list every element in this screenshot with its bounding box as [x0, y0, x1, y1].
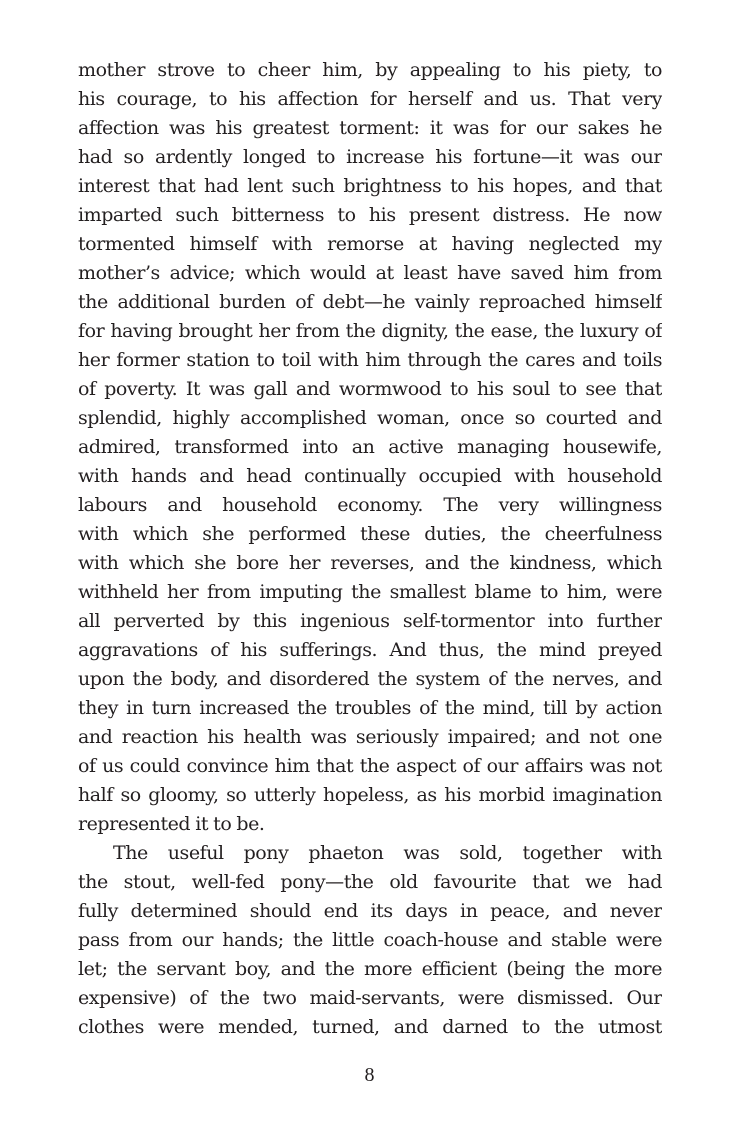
- text-line: aggravations of his sufferings. And thus, the mind preyed: [78, 639, 662, 661]
- text-line: mother’s advice; which would at least have saved him from: [78, 262, 662, 284]
- text-line: fully determined should end its days in peace, and never: [78, 900, 662, 922]
- text-line: let; the servant boy, and the more efficient (being the more: [78, 958, 662, 980]
- text-line: of poverty. It was gall and wormwood to his soul to see that: [78, 378, 662, 400]
- text-line: with hands and head continually occupied with household: [78, 465, 662, 487]
- text-line: for having brought her from the dignity, the ease, the luxury of: [78, 320, 662, 342]
- paragraph-2: [78, 839, 662, 1042]
- text-line: imparted such bitterness to his present distress. He now: [78, 204, 662, 226]
- page-number: 8: [364, 1064, 375, 1086]
- text-line: splendid, highly accomplished woman, once so courted and: [78, 407, 662, 429]
- text-line: half so gloomy, so utterly hopeless, as his morbid imagination: [78, 784, 662, 806]
- text-line: of us could convince him that the aspect of our affairs was not: [78, 755, 662, 777]
- text-line: with which she bore her reverses, and the kindness, which: [78, 552, 662, 574]
- text-line: affection was his greatest torment: it was for our sakes he: [78, 117, 662, 139]
- text-line: they in turn increased the troubles of the mind, till by action: [78, 697, 662, 719]
- text-line: clothes were mended, turned, and darned to the utmost: [78, 1016, 662, 1038]
- text-line: admired, transformed into an active managing housewife,: [78, 436, 662, 458]
- text-line: his courage, to his affection for herself and us. That very: [78, 88, 662, 110]
- text-line: all perverted by this ingenious self-tormentor into further: [78, 610, 662, 632]
- text-line: expensive) of the two maid-servants, were dismissed. Our: [78, 987, 662, 1009]
- text-line: and reaction his health was seriously impaired; and not one: [78, 726, 662, 748]
- text-line: mother strove to cheer him, by appealing to his piety, to: [78, 59, 662, 81]
- text-line: withheld her from imputing the smallest blame to him, were: [78, 581, 662, 603]
- text-line: labours and household economy. The very willingness: [78, 494, 662, 516]
- text-line: her former station to toil with him through the cares and toils: [78, 349, 662, 371]
- text-line: represented it to be.: [78, 813, 265, 835]
- text-line: interest that had lent such brightness to his hopes, and that: [78, 175, 662, 197]
- body-text: [78, 56, 662, 1042]
- text-line: with which she performed these duties, the cheerfulness: [78, 523, 662, 545]
- text-line: the additional burden of debt—he vainly reproached himself: [78, 291, 662, 313]
- text-line: tormented himself with remorse at having neglected my: [78, 233, 662, 255]
- text-line: had so ardently longed to increase his fortune—it was our: [78, 146, 662, 168]
- text-line: pass from our hands; the little coach-house and stable were: [78, 929, 662, 951]
- paragraph-1: [78, 56, 662, 839]
- text-line: The useful pony phaeton was sold, together with: [113, 842, 662, 864]
- text-line: upon the body, and disordered the system of the nerves, and: [78, 668, 662, 690]
- text-line: the stout, well-fed pony—the old favourite that we had: [78, 871, 662, 893]
